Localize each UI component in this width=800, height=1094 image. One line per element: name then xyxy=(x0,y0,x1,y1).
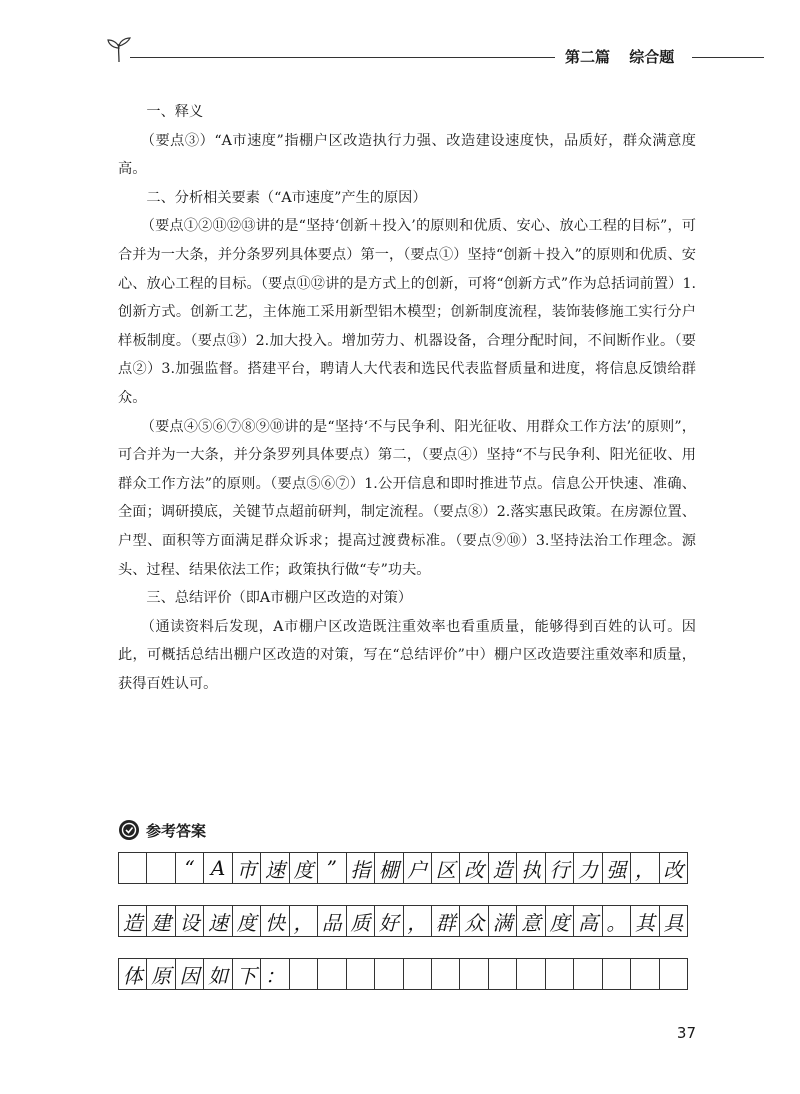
answer-grid-cell: 度 xyxy=(233,905,261,937)
section-label: 综合题 xyxy=(629,48,675,66)
answer-grid-cell xyxy=(347,958,375,990)
answer-grid-cell: 执 xyxy=(517,852,545,884)
answer-grid-cell: 造 xyxy=(119,905,147,937)
section-1-title: 一、释义 xyxy=(146,104,204,120)
answer-grid-cell: 区 xyxy=(432,852,460,884)
answer-grid-cell xyxy=(318,958,346,990)
answer-grid-cell: 如 xyxy=(204,958,232,990)
answer-grid-cell: 下 xyxy=(233,958,261,990)
answer-grid-cell: ， xyxy=(404,905,432,937)
answer-grid-cell: ， xyxy=(631,852,659,884)
answer-grid-cell: 好 xyxy=(375,905,403,937)
section-2-paragraph-1: （要点①②⑪⑫⑬讲的是“坚持‘创新＋投入’的原则和优质、安心、放心工程的目标”，可合并为一大条，并分条罗列具体要点）第一，（要点①）坚持“创新＋投入”的原则和优质、安心、放心工程的目标。（要点⑪⑫讲的是方式上的创新，可将“创新方式”作为总括词前置）1.创新方式。创新工艺，主体施工采用新型铝木模型；创新制度流程，装饰装修施工实行分户样板制度。（要点⑬）2.加大投入。增加劳力、机器设备，合理分配时间，不间断作业。（要点②）3.加强监督。搭建平台，聘请人大代表和选民代表监督质量和进度，将信息反馈给群众。 xyxy=(118,218,696,406)
answer-grid-cell: 建 xyxy=(147,905,175,937)
answer-grid-cell xyxy=(517,958,545,990)
answer-grid-cell: ” xyxy=(318,852,346,884)
answer-grid-cell: “ xyxy=(176,852,204,884)
answer-grid-cell: 度 xyxy=(546,905,574,937)
answer-grid-cell xyxy=(147,852,175,884)
part-label: 第二篇 xyxy=(565,48,611,66)
answer-grid-cell xyxy=(404,958,432,990)
answer-grid-cell: 其 xyxy=(631,905,659,937)
answer-heading xyxy=(118,818,206,842)
answer-grid-cell: 改 xyxy=(660,852,688,884)
body-text xyxy=(118,98,696,698)
answer-grid-cell xyxy=(546,958,574,990)
answer-grid-cell: 度 xyxy=(290,852,318,884)
answer-grid-cell: 体 xyxy=(119,958,147,990)
answer-grid-row xyxy=(118,852,688,884)
answer-grid-cell: 速 xyxy=(204,905,232,937)
section-1-paragraph: （要点③）“A市速度”指棚户区改造执行力强、改造建设速度快，品质好，群众满意度高。 xyxy=(118,132,696,178)
answer-grid-cell xyxy=(432,958,460,990)
answer-grid-cell: A xyxy=(204,852,232,884)
answer-grid-cell xyxy=(603,958,631,990)
answer-grid-cell: 具 xyxy=(660,905,688,937)
answer-grid-cell: 众 xyxy=(460,905,488,937)
answer-grid-cell: ： xyxy=(261,958,289,990)
answer-grid-cell: 指 xyxy=(347,852,375,884)
answer-grid-cell: 快 xyxy=(261,905,289,937)
answer-grid-cell: 。 xyxy=(603,905,631,937)
answer-grid-cell xyxy=(660,958,688,990)
answer-badge-icon xyxy=(118,819,140,841)
answer-grid-cell xyxy=(574,958,602,990)
answer-grid-cell: 力 xyxy=(574,852,602,884)
answer-grid-cell: 品 xyxy=(318,905,346,937)
header-rule-right xyxy=(692,57,764,58)
section-3-paragraph: （通读资料后发现，A市棚户区改造既注重效率也看重质量，能够得到百姓的认可。因此，可概括总结出棚户区改造的对策，写在“总结评价”中）棚户区改造要注重效率和质量，获得百姓认可。 xyxy=(118,618,696,692)
answer-grid-cell: 速 xyxy=(261,852,289,884)
answer-title: 参考答案 xyxy=(146,821,207,840)
answer-grid-cell: 质 xyxy=(347,905,375,937)
answer-grid-cell: 意 xyxy=(517,905,545,937)
answer-grid-cell xyxy=(489,958,517,990)
answer-grid-cell xyxy=(375,958,403,990)
answer-grid xyxy=(118,852,688,1011)
answer-grid-cell: 市 xyxy=(233,852,261,884)
answer-grid-cell xyxy=(119,852,147,884)
section-3-title: 三、总结评价（即A市棚户区改造的对策） xyxy=(146,590,413,607)
answer-grid-cell: 高 xyxy=(574,905,602,937)
answer-grid-cell xyxy=(631,958,659,990)
answer-grid-cell: 设 xyxy=(176,905,204,937)
answer-grid-row xyxy=(118,905,688,937)
header-title xyxy=(565,46,690,67)
section-2-title: 二、分析相关要素（“A市速度”产生的原因） xyxy=(146,189,427,206)
answer-grid-cell: 棚 xyxy=(375,852,403,884)
answer-grid-cell xyxy=(290,958,318,990)
answer-grid-cell: 原 xyxy=(147,958,175,990)
answer-grid-cell: 强 xyxy=(603,852,631,884)
answer-grid-cell: 满 xyxy=(489,905,517,937)
page-number: 37 xyxy=(676,1024,696,1042)
answer-grid-cell: 因 xyxy=(176,958,204,990)
answer-grid-cell: ， xyxy=(290,905,318,937)
answer-grid-cell: 群 xyxy=(432,905,460,937)
answer-grid-cell: 造 xyxy=(489,852,517,884)
answer-grid-cell: 行 xyxy=(546,852,574,884)
answer-grid-row xyxy=(118,958,688,990)
answer-grid-cell: 改 xyxy=(460,852,488,884)
leaf-sprout-icon xyxy=(104,36,134,66)
section-2-paragraph-2: （要点④⑤⑥⑦⑧⑨⑩讲的是“坚持‘不与民争利、阳光征收、用群众工作方法’的原则”，可合并为一大条，并分条罗列具体要点）第二，（要点④）坚持“不与民争利、阳光征收、用群众工作方法”的原则。（要点⑤⑥⑦）1.公开信息和即时推进节点。信息公开快速、准确、全面；调研摸底，关键节点超前研判，制定流程。（要点⑧）2.落实惠民政策。在房源位置、户型、面积等方面满足群众诉求；提高过渡费标准。（要点⑨⑩）3.坚持法治工作理念。源头、过程、结果依法工作；政策执行做“专”功夫。 xyxy=(118,418,696,578)
header-rule-left xyxy=(130,57,555,58)
answer-grid-cell: 户 xyxy=(404,852,432,884)
answer-grid-cell xyxy=(460,958,488,990)
